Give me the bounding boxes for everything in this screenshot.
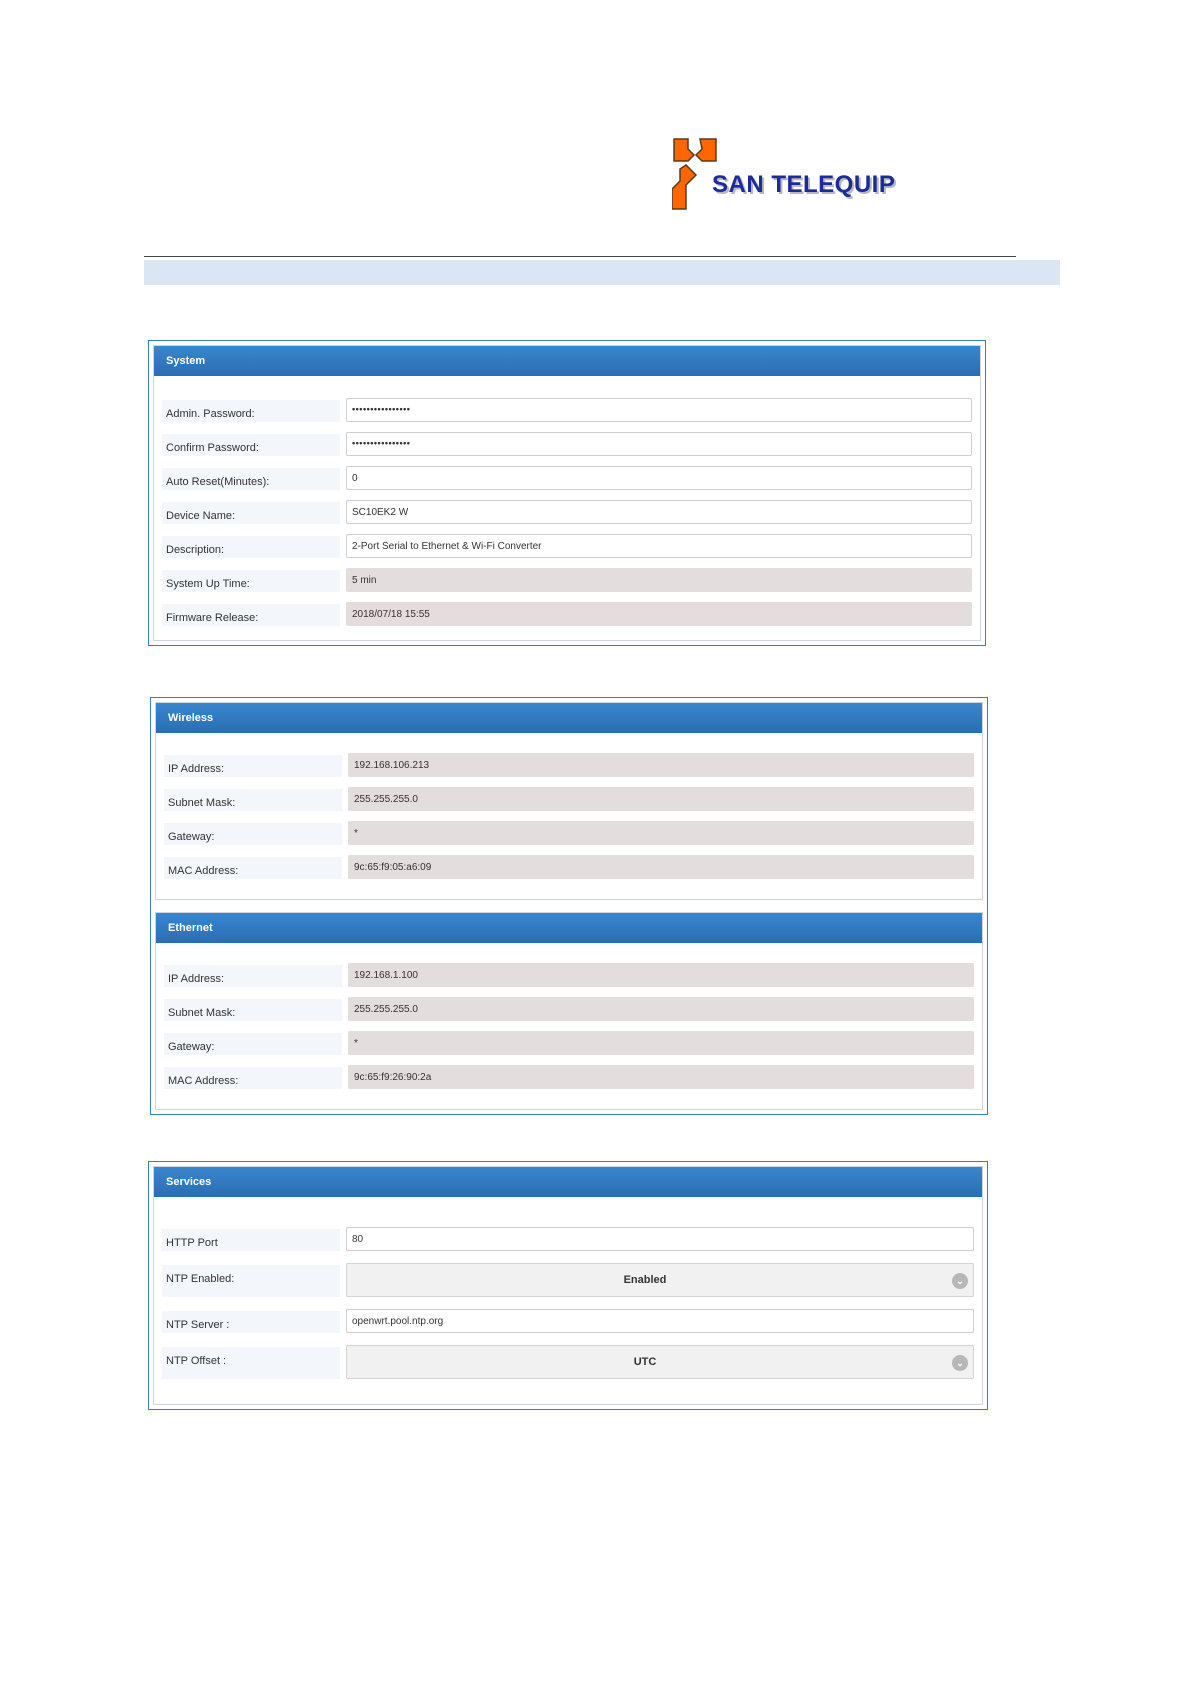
header-rule: [144, 256, 1016, 257]
wireless-mac-label: MAC Address:: [164, 857, 342, 879]
ethernet-row-ip: [164, 963, 974, 988]
ethernet-gateway-label: Gateway:: [164, 1033, 342, 1055]
ntp-offset-label: NTP Offset :: [162, 1347, 340, 1379]
services-row-ntp-server: [162, 1309, 974, 1334]
device-name-label: Device Name:: [162, 502, 340, 524]
wireless-panel-title: Wireless: [156, 703, 982, 733]
wireless-ip-label: IP Address:: [164, 755, 342, 777]
ntp-enabled-label: NTP Enabled:: [162, 1265, 340, 1297]
wireless-subnet-value: 255.255.255.0: [348, 787, 974, 811]
ethernet-gateway-value: *: [348, 1031, 974, 1055]
system-row-uptime: [162, 568, 972, 593]
services-row-ntp-offset: [162, 1345, 974, 1379]
system-row-device-name: [162, 500, 972, 525]
ethernet-panel: [155, 912, 983, 1110]
ntp-enabled-value: Enabled: [623, 1274, 667, 1286]
device-name-input[interactable]: SC10EK2 W: [346, 500, 972, 524]
ethernet-panel-title: Ethernet: [156, 913, 982, 943]
firmware-release-label: Firmware Release:: [162, 604, 340, 626]
http-port-input[interactable]: 80: [346, 1227, 974, 1251]
system-panel-body: [153, 345, 981, 641]
system-uptime-value: 5 min: [346, 568, 972, 592]
system-panel: [148, 340, 986, 646]
wireless-gateway-value: *: [348, 821, 974, 845]
network-panel: [150, 697, 988, 1115]
ethernet-row-gateway: [164, 1031, 974, 1056]
services-row-ntp-enabled: [162, 1263, 974, 1297]
ethernet-mac-value: 9c:65:f9:26:90:2a: [348, 1065, 974, 1089]
ethernet-ip-label: IP Address:: [164, 965, 342, 987]
system-row-confirm-password: [162, 432, 972, 457]
header-band: [144, 260, 1060, 285]
ethernet-subnet-label: Subnet Mask:: [164, 999, 342, 1021]
admin-password-label: Admin. Password:: [162, 400, 340, 422]
services-panel-title: Services: [154, 1167, 982, 1197]
auto-reset-input[interactable]: 0: [346, 466, 972, 490]
wireless-subnet-label: Subnet Mask:: [164, 789, 342, 811]
wireless-row-mac: [164, 855, 974, 880]
wireless-row-gateway: [164, 821, 974, 846]
ntp-server-label: NTP Server :: [162, 1311, 340, 1333]
ethernet-row-subnet: [164, 997, 974, 1022]
system-row-auto-reset: [162, 466, 972, 491]
system-panel-title: System: [154, 346, 980, 376]
ethernet-row-mac: [164, 1065, 974, 1090]
services-panel: [148, 1161, 988, 1410]
brand-name: SAN TELEQUIP: [712, 171, 896, 198]
ntp-offset-value: UTC: [633, 1356, 657, 1368]
services-panel-body: [153, 1166, 983, 1405]
confirm-password-input[interactable]: ••••••••••••••••: [346, 432, 972, 456]
chevron-down-icon[interactable]: ⌄: [952, 1355, 968, 1371]
ntp-offset-select[interactable]: [346, 1345, 974, 1379]
wireless-row-ip: [164, 753, 974, 778]
auto-reset-label: Auto Reset(Minutes):: [162, 468, 340, 490]
system-row-admin-password: [162, 398, 972, 423]
ntp-server-input[interactable]: openwrt.pool.ntp.org: [346, 1309, 974, 1333]
chevron-down-icon[interactable]: ⌄: [952, 1273, 968, 1289]
confirm-password-label: Confirm Password:: [162, 434, 340, 456]
http-port-label: HTTP Port: [162, 1229, 340, 1251]
wireless-gateway-label: Gateway:: [164, 823, 342, 845]
wireless-panel: [155, 702, 983, 900]
system-row-description: [162, 534, 972, 559]
ntp-enabled-select[interactable]: [346, 1263, 974, 1297]
description-label: Description:: [162, 536, 340, 558]
firmware-release-value: 2018/07/18 15:55: [346, 602, 972, 626]
ethernet-ip-value: 192.168.1.100: [348, 963, 974, 987]
admin-password-input[interactable]: ••••••••••••••••: [346, 398, 972, 422]
wireless-row-subnet: [164, 787, 974, 812]
system-uptime-label: System Up Time:: [162, 570, 340, 592]
services-row-http-port: [162, 1227, 974, 1252]
system-row-firmware: [162, 602, 972, 627]
description-input[interactable]: 2-Port Serial to Ethernet & Wi-Fi Converter: [346, 534, 972, 558]
ethernet-subnet-value: 255.255.255.0: [348, 997, 974, 1021]
brand-logo: [672, 137, 922, 212]
ethernet-mac-label: MAC Address:: [164, 1067, 342, 1089]
wireless-ip-value: 192.168.106.213: [348, 753, 974, 777]
wireless-mac-value: 9c:65:f9:05:a6:09: [348, 855, 974, 879]
